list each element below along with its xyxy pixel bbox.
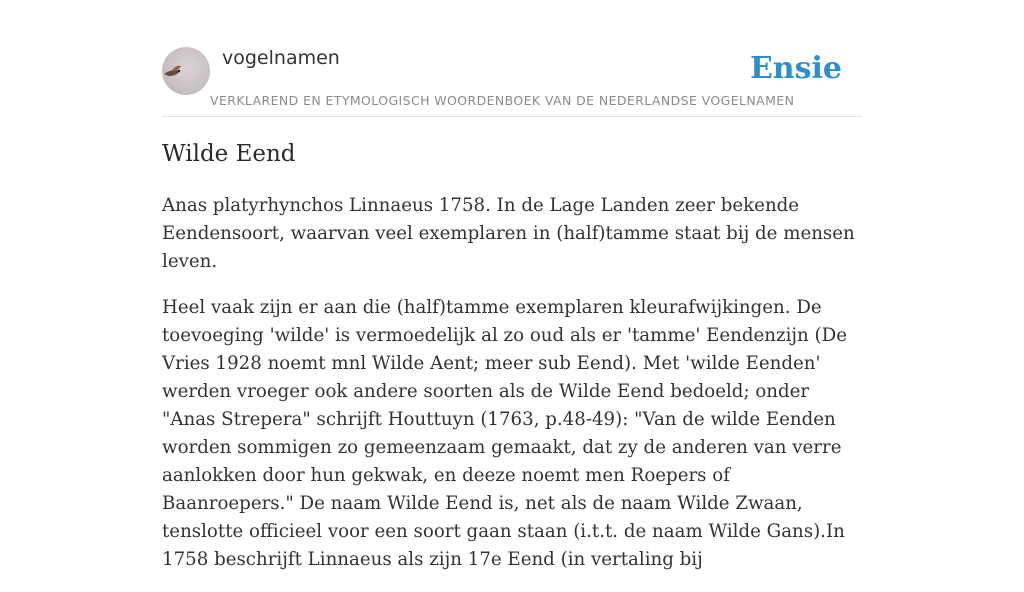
article-body — [162, 192, 867, 592]
page-title: Wilde Eend — [162, 141, 296, 167]
dictionary-tagline[interactable]: VERKLAREND EN ETYMOLOGISCH WOORDENBOEK VAN DE NEDERLANDSE VOGELNAMEN — [210, 93, 795, 108]
ensie-logo[interactable]: Ensie — [749, 51, 842, 86]
author-name[interactable]: vogelnamen — [222, 47, 340, 69]
avatar[interactable] — [162, 47, 210, 95]
article-paragraph: Anas platyrhynchos Linnaeus 1758. In de Lage Landen zeer bekende Eendensoort, waarvan veel exemplaren in (half)tamme staat bij de mensen leven. — [162, 195, 855, 272]
site-header — [162, 0, 862, 117]
bird-photo-icon — [162, 47, 210, 95]
article-paragraph: Heel vaak zijn er aan die (half)tamme exemplaren kleurafwijkingen. De toevoeging 'wilde' is vermoedelijk al zo oud als er 'tamme' Eendenzijn (De Vries 1928 noemt mnl Wilde Aent; meer sub Eend). Met 'wilde Eenden' werden vroeger ook andere soorten als de Wilde Eend bedoeld; onder "Anas Strepera" schrijft Houttuyn (1763, p.48-49): "Van de wilde Eenden worden sommigen zo gemeenzaam gemaakt, dat zy de anderen van verre aanlokken door hun gekwak, en deeze noemt men Roepers of Baanroepers." De naam Wilde Eend is, net als de naam Wilde Zwaan, tenslotte officieel voor een soort gaan staan (i.t.t. de naam Wilde Gans).In 1758 beschrijft Linnaeus als zijn 17e Eend (in vertaling bij — [162, 297, 847, 570]
